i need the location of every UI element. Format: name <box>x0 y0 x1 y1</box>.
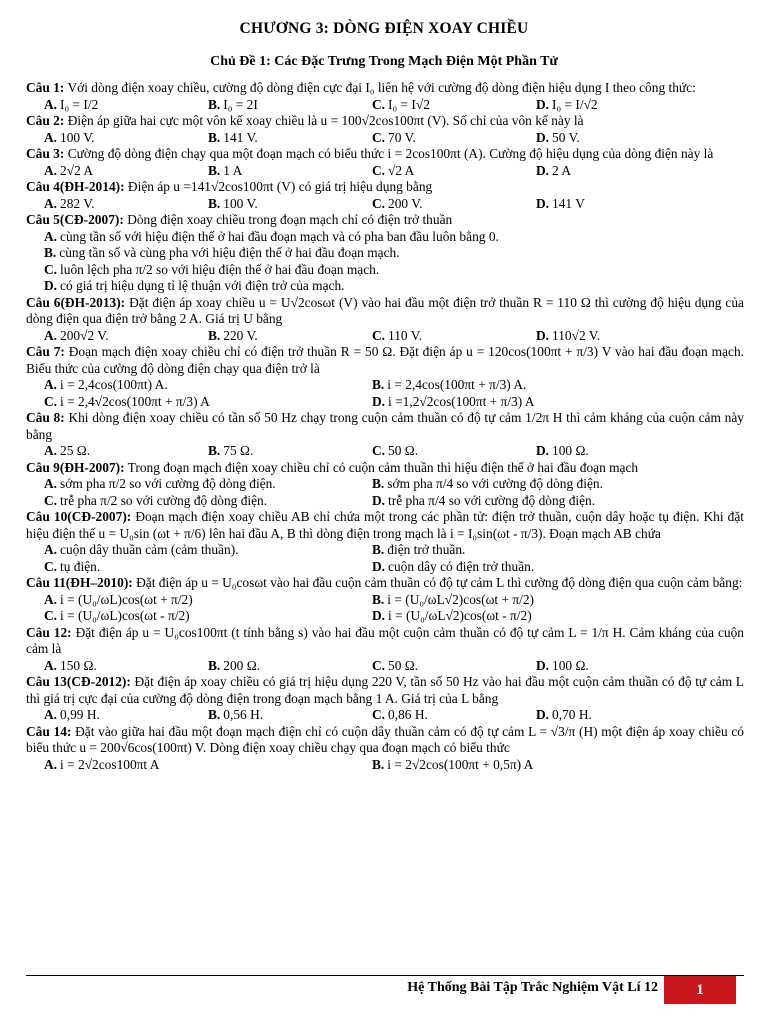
option-label: D. <box>536 707 550 722</box>
question-stem <box>26 146 744 163</box>
question <box>26 80 744 113</box>
question-text: Đoạn mạch điện xoay chiều AB chỉ chứa một trong các phần tử: điện trở thuần, cuộn dây hoặc tụ điện. Khi đặt hiệu điện thế u = U₀sin (ωt + π/6) lên hai đầu A, B thì dòng điện trong mạch là i = I₀sin(ωt - π/3). Đoạn mạch AB chứa <box>26 509 744 541</box>
option-label: A. <box>44 129 58 145</box>
answer-option <box>208 130 372 147</box>
option-text: 0,70 H. <box>552 707 592 722</box>
answer-options <box>26 163 744 180</box>
question-text: Đặt điện áp u = U₀cos100πt (t tính bằng s) vào hai đầu một cuộn cảm thuần có độ tự cảm L = 1/π H. Cảm kháng của cuộn cảm là <box>26 624 744 656</box>
option-label: B. <box>372 756 385 772</box>
answer-option <box>208 196 372 213</box>
option-text: i =1,2√2cos(100πt + π/3) A <box>388 393 535 409</box>
option-text: 220 V. <box>223 327 258 343</box>
answer-options <box>26 328 744 345</box>
option-label: A. <box>44 327 58 343</box>
option-text: √2 A <box>388 162 415 178</box>
question-number: Câu 9(ĐH-2007): <box>26 459 125 475</box>
answer-option <box>44 608 372 625</box>
answer-option <box>536 443 700 460</box>
answer-option <box>44 245 744 262</box>
question <box>26 575 744 625</box>
question-stem <box>26 509 744 542</box>
question-text: Đặt điện áp u = U₀cosωt vào hai đầu cuộn cảm thuần có độ tự cảm L thì cường độ dòng điện qua cuộn cảm bằng: <box>136 575 743 590</box>
option-text: 110√2 V. <box>552 327 601 343</box>
option-label: B. <box>372 542 385 557</box>
answer-option <box>208 443 372 460</box>
answer-options <box>26 592 744 625</box>
answer-option <box>44 707 208 724</box>
option-label: C. <box>44 608 58 623</box>
question-number: Câu 14: <box>26 723 72 739</box>
option-label: C. <box>372 327 386 343</box>
option-label: C. <box>44 492 58 508</box>
question-stem <box>26 674 744 707</box>
option-text: 150 Ω. <box>60 657 97 673</box>
option-label: A. <box>44 443 58 458</box>
option-label: C. <box>44 558 58 574</box>
option-label: B. <box>372 476 385 491</box>
option-text: 50 Ω. <box>388 443 419 458</box>
answer-options <box>26 542 744 575</box>
option-label: A. <box>44 96 58 112</box>
answer-option <box>44 97 208 114</box>
option-text: trễ pha π/2 so với cường độ dòng điện. <box>60 492 268 508</box>
option-text: 200√2 V. <box>60 327 109 343</box>
option-label: B. <box>208 129 221 145</box>
page-number: 1 <box>664 976 736 1004</box>
answer-option <box>372 707 536 724</box>
answer-option <box>372 97 536 114</box>
option-label: B. <box>208 657 221 673</box>
question <box>26 460 744 510</box>
option-label: B. <box>208 162 221 178</box>
answer-option <box>372 328 536 345</box>
option-label: D. <box>372 608 386 623</box>
answer-option <box>536 658 700 675</box>
answer-option <box>44 377 372 394</box>
option-text: i = 2√2cos(100πt + 0,5π) A <box>387 756 534 772</box>
option-label: C. <box>372 162 386 178</box>
option-text: I₀ = I/2 <box>60 96 99 112</box>
option-label: C. <box>372 96 386 112</box>
option-label: B. <box>372 377 385 392</box>
answer-option <box>44 658 208 675</box>
option-text: cùng tần số và cùng pha với hiệu điện thế ở hai đầu đoạn mạch. <box>59 245 400 260</box>
answer-option <box>44 163 208 180</box>
option-label: A. <box>44 377 58 392</box>
option-text: luôn lệch pha π/2 so với hiệu điện thế ở hai đầu đoạn mạch. <box>60 261 380 277</box>
question <box>26 113 744 146</box>
answer-options <box>26 443 744 460</box>
option-label: C. <box>372 195 386 211</box>
answer-option <box>536 707 700 724</box>
option-label: B. <box>208 195 221 211</box>
answer-option <box>44 757 372 774</box>
option-text: 50 V. <box>552 129 580 145</box>
option-text: i = (U₀/ωL)cos(ωt + π/2) <box>60 591 193 607</box>
option-label: C. <box>44 393 58 409</box>
option-text: 2 A <box>552 162 572 178</box>
question-number: Câu 12: <box>26 624 72 640</box>
option-text: 100 Ω. <box>552 657 589 673</box>
question-list <box>26 80 744 773</box>
answer-option <box>372 559 700 576</box>
question-text: Điện áp u =141√2cos100πt (V) có giá trị hiệu dụng bằng <box>127 179 433 194</box>
question-stem <box>26 295 744 328</box>
answer-option <box>208 658 372 675</box>
question-number: Câu 13(CĐ-2012): <box>26 674 131 689</box>
option-label: D. <box>372 492 386 508</box>
answer-option <box>372 592 700 609</box>
option-label: D. <box>536 327 550 343</box>
question <box>26 625 744 675</box>
option-label: D. <box>536 96 550 112</box>
question-stem <box>26 212 744 229</box>
topic-title: Chủ Đề 1: Các Đặc Trưng Trong Mạch Điện Một Phần Tử <box>210 54 558 69</box>
answer-option <box>44 542 372 559</box>
answer-option <box>372 658 536 675</box>
option-text: 200 V. <box>388 195 423 211</box>
option-label: A. <box>44 657 58 673</box>
option-text: sớm pha π/4 so với cường độ dòng điện. <box>387 476 603 491</box>
answer-option <box>44 130 208 147</box>
answer-option <box>208 707 372 724</box>
option-label: D. <box>536 443 550 458</box>
option-label: C. <box>372 443 386 458</box>
answer-option <box>372 476 700 493</box>
option-text: 100 V. <box>60 129 95 145</box>
footer-divider <box>26 975 744 976</box>
option-label: D. <box>536 162 550 178</box>
option-text: i = 2,4cos(100πt) A. <box>60 377 168 392</box>
question-number: Câu 4(ĐH-2014): <box>26 179 125 194</box>
answer-option <box>44 278 744 295</box>
option-text: I₀ = I/√2 <box>552 96 598 112</box>
answer-option <box>372 196 536 213</box>
question-stem <box>26 724 744 757</box>
answer-options <box>26 97 744 114</box>
answer-options <box>26 658 744 675</box>
question-number: Câu 6(ĐH-2013): <box>26 294 126 310</box>
answer-option <box>372 443 536 460</box>
question-number: Câu 5(CĐ-2007): <box>26 212 124 227</box>
option-label: D. <box>536 657 550 673</box>
question-number: Câu 7: <box>26 344 65 359</box>
option-label: B. <box>44 245 57 260</box>
option-label: B. <box>372 591 385 607</box>
option-text: 141 V <box>552 195 585 211</box>
option-text: 25 Ω. <box>60 443 91 458</box>
answer-option <box>372 377 700 394</box>
question <box>26 295 744 345</box>
question-number: Câu 3: <box>26 146 65 161</box>
option-text: 110 V. <box>388 327 423 343</box>
question <box>26 146 744 179</box>
answer-option <box>208 97 372 114</box>
answer-option <box>536 328 700 345</box>
option-label: D. <box>372 558 386 574</box>
option-label: A. <box>44 542 58 557</box>
question <box>26 410 744 460</box>
option-label: D. <box>44 278 58 293</box>
answer-option <box>536 130 700 147</box>
option-text: i = 2,4cos(100πt + π/3) A. <box>387 377 527 392</box>
option-label: C. <box>372 657 386 673</box>
option-label: C. <box>372 707 386 722</box>
option-label: A. <box>44 756 58 772</box>
answer-option <box>372 542 700 559</box>
option-text: tụ điện. <box>60 558 101 574</box>
option-label: D. <box>372 393 386 409</box>
question <box>26 212 744 295</box>
option-text: i = 2,4√2cos(100πt + π/3) A <box>60 393 210 409</box>
option-text: i = 2√2cos100πt A <box>60 756 160 772</box>
option-label: C. <box>372 129 386 145</box>
option-label: B. <box>208 327 221 343</box>
option-text: 2√2 A <box>60 162 94 178</box>
question-text: Khi dòng điện xoay chiều có tần số 50 Hz chạy trong cuộn cảm thuần có độ tự cảm 1/2π H thì cảm kháng của cuộn cảm này bằng <box>26 410 744 442</box>
question <box>26 674 744 724</box>
option-label: B. <box>208 96 221 112</box>
answer-options <box>26 757 744 774</box>
question-stem <box>26 625 744 658</box>
option-text: có giá trị hiệu dụng tỉ lệ thuận với điện trở của mạch. <box>60 278 345 293</box>
answer-option <box>372 130 536 147</box>
question-stem <box>26 460 744 477</box>
option-label: B. <box>208 707 221 722</box>
answer-option <box>44 592 372 609</box>
answer-options <box>26 229 744 295</box>
option-text: I₀ = I√2 <box>388 96 430 112</box>
answer-option <box>372 757 700 774</box>
option-text: 75 Ω. <box>223 443 254 458</box>
answer-option <box>536 97 700 114</box>
answer-option <box>44 229 744 246</box>
answer-options <box>26 130 744 147</box>
option-label: A. <box>44 476 58 491</box>
question-text: Cường độ dòng điện chạy qua một đoạn mạch có biểu thức i = 2cos100πt (A). Cường độ hiệu dụng của dòng điện này là <box>67 146 714 161</box>
option-text: trễ pha π/4 so với cường độ dòng điện. <box>388 492 596 508</box>
option-label: A. <box>44 591 58 607</box>
option-text: cuộn dây có điện trở thuần. <box>388 558 535 574</box>
option-text: 100 V. <box>223 195 258 211</box>
question-number: Câu 8: <box>26 410 65 425</box>
option-text: sớm pha π/2 so với cường độ dòng điện. <box>60 476 276 491</box>
option-text: cùng tần số với hiệu điện thế ở hai đầu đoạn mạch và có pha ban đầu luôn bằng 0. <box>60 228 499 244</box>
option-label: A. <box>44 195 58 211</box>
option-text: 0,56 H. <box>223 707 264 722</box>
question-stem <box>26 410 744 443</box>
option-text: i = (U₀/ωL√2)cos(ωt + π/2) <box>387 591 534 607</box>
answer-option <box>208 163 372 180</box>
answer-options <box>26 196 744 213</box>
answer-option <box>44 559 372 576</box>
answer-option <box>44 493 372 510</box>
option-label: A. <box>44 707 58 722</box>
question-text: Đoạn mạch điện xoay chiều chỉ có điện trở thuần R = 50 Ω. Đặt điện áp u = 120cos(100πt + π/3) V vào hai đầu đoạn mạch. Biểu thức của cường độ dòng điện chạy qua điện trở là <box>26 344 744 376</box>
option-text: 0,86 H. <box>388 707 428 722</box>
option-text: điện trở thuần. <box>387 542 466 557</box>
option-text: I₀ = 2I <box>223 96 258 112</box>
question-number: Câu 11(ĐH–2010): <box>26 575 133 590</box>
answer-option <box>44 476 372 493</box>
question-stem <box>26 80 744 97</box>
question-stem <box>26 179 744 196</box>
option-text: 200 Ω. <box>223 657 261 673</box>
question-text: Đặt điện áp xoay chiều có giá trị hiệu dụng 220 V, tần số 50 Hz vào hai đầu một cuộn cảm thuần có độ tự cảm L thì giá trị cực đại của cường độ dòng điện trong đoạn mạch bằng 1 A. Giá trị của L bằng <box>26 674 744 706</box>
question-text: Đặt điện áp xoay chiều u = U√2cosωt (V) vào hai đầu một điện trở thuần R = 110 Ω thì cường độ hiệu dụng của dòng điện qua điện trở bằng 2 A. Giá trị U bằng <box>26 294 744 326</box>
option-text: i = (U₀/ωL)cos(ωt - π/2) <box>60 608 190 623</box>
option-text: i = (U₀/ωL√2)cos(ωt - π/2) <box>388 608 532 623</box>
question-text: Với dòng điện xoay chiều, cường độ dòng điện cực đại I₀ liên hệ với cường độ dòng điện hiệu dụng I theo công thức: <box>67 80 696 95</box>
question <box>26 179 744 212</box>
option-text: cuộn dây thuần cảm (cảm thuần). <box>60 542 239 557</box>
answer-option <box>536 163 700 180</box>
answer-option <box>208 328 372 345</box>
question <box>26 724 744 774</box>
question-text: Đặt vào giữa hai đầu một đoạn mạch điện chỉ có cuộn dây thuần cảm có độ tự cảm L = √3/π (H) một điện áp xoay chiều có biểu thức u = 200√6cos(100πt) V. Dòng điện xoay chiều chạy qua đoạn mạch có biểu thức <box>26 723 744 755</box>
question <box>26 509 744 575</box>
option-text: 0,99 H. <box>60 707 100 722</box>
question-number: Câu 1: <box>26 80 65 95</box>
answer-option <box>44 443 208 460</box>
question-text: Điện áp giữa hai cực một vôn kế xoay chiều là u = 100√2cos100πt (V). Số chỉ của vôn kế này là <box>67 113 584 128</box>
option-text: 100 Ω. <box>552 443 589 458</box>
answer-option <box>44 262 744 279</box>
option-text: 1 A <box>223 162 243 178</box>
answer-option <box>372 493 700 510</box>
answer-option <box>536 196 700 213</box>
question-text: Trong đoạn mạch điện xoay chiều chỉ có cuộn cảm thuần thì hiệu điện thế ở hai đầu đoạn mạch <box>127 459 639 475</box>
question-stem <box>26 344 744 377</box>
answer-option <box>372 394 700 411</box>
answer-options <box>26 377 744 410</box>
option-label: D. <box>536 129 550 145</box>
option-label: B. <box>208 443 221 458</box>
option-text: 141 V. <box>223 129 258 145</box>
option-text: 70 V. <box>388 129 416 145</box>
option-label: A. <box>44 228 58 244</box>
answer-option <box>372 608 700 625</box>
answer-option <box>372 163 536 180</box>
question-text: Dòng điện xoay chiều trong đoạn mạch chỉ có điện trở thuần <box>127 212 453 227</box>
question <box>26 344 744 410</box>
option-text: 282 V. <box>60 195 95 211</box>
chapter-title: CHƯƠNG 3: DÒNG ĐIỆN XOAY CHIỀU <box>239 20 529 37</box>
answer-option <box>44 196 208 213</box>
answer-options <box>26 707 744 724</box>
question-stem <box>26 113 744 130</box>
question-stem <box>26 575 744 592</box>
question-number: Câu 2: <box>26 113 65 128</box>
answer-option <box>44 394 372 411</box>
option-label: C. <box>44 261 58 277</box>
option-text: 50 Ω. <box>388 657 419 673</box>
option-label: A. <box>44 162 58 178</box>
question-number: Câu 10(CĐ-2007): <box>26 509 132 524</box>
footer-title: Hệ Thống Bài Tập Trắc Nghiệm Vật Lí 12 <box>407 980 658 995</box>
option-label: D. <box>536 195 550 211</box>
answer-options <box>26 476 744 509</box>
answer-option <box>44 328 208 345</box>
